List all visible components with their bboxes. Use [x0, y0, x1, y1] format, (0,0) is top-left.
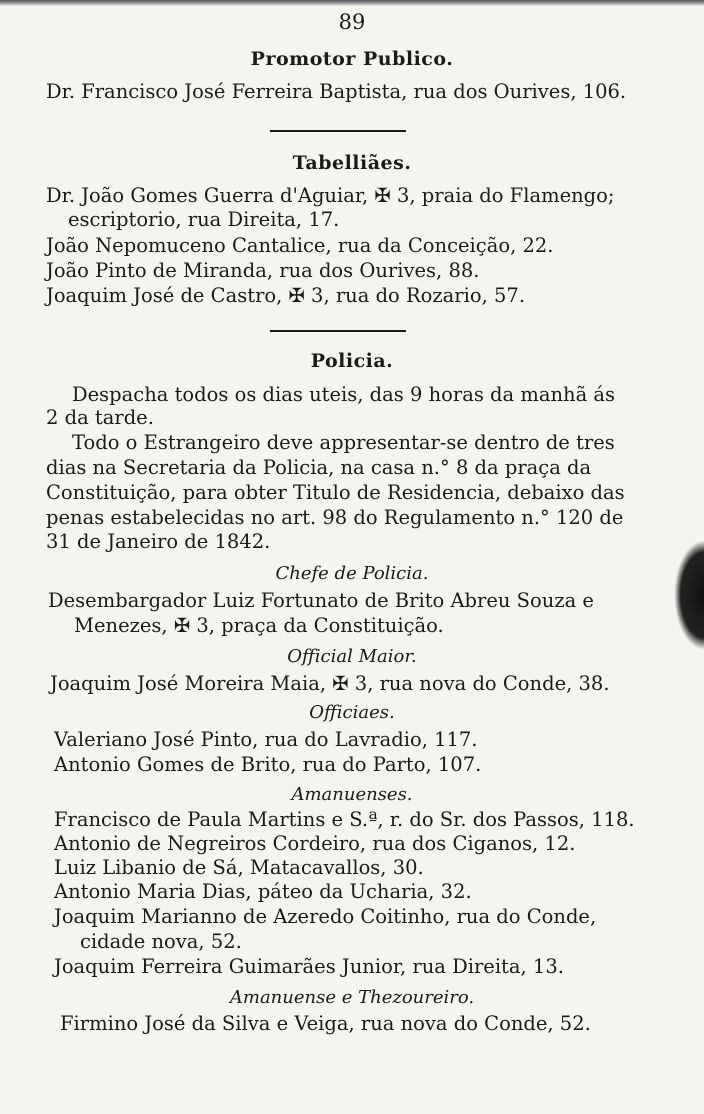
page-top-edge [0, 0, 704, 6]
subheading-thezoureiro: Amanuense e Thezoureiro. [229, 987, 475, 1008]
amanuenses-line-5: Joaquim Marianno de Azeredo Coitinho, rua do Conde, [54, 905, 597, 928]
official-maior-line: Joaquim José Moreira Maia, ✠ 3, rua nova do Conde, 38. [50, 672, 610, 695]
thezoureiro-line: Firmino José da Silva e Veiga, rua nova do Conde, 52. [60, 1012, 591, 1035]
amanuenses-line-7: Joaquim Ferreira Guimarães Junior, rua Direita, 13. [54, 955, 564, 978]
policia-line-2: 2 da tarde. [46, 406, 154, 429]
tabelliaes-line-3: João Nepomuceno Cantalice, rua da Conceição, 22. [46, 234, 554, 257]
section-divider [270, 130, 406, 132]
subheading-officiaes: Officiaes. [309, 702, 395, 723]
officiaes-line-1: Valeriano José Pinto, rua do Lavradio, 117. [54, 728, 478, 751]
amanuenses-line-3: Luiz Libanio de Sá, Matacavallos, 30. [54, 856, 424, 879]
subheading-amanuenses: Amanuenses. [291, 784, 413, 805]
section-divider [270, 330, 406, 332]
chefe-line-2: Menezes, ✠ 3, praça da Constituição. [74, 614, 444, 637]
page-number: 89 [338, 10, 366, 34]
policia-line-7: 31 de Janeiro de 1842. [46, 530, 271, 553]
amanuenses-line-6: cidade nova, 52. [80, 930, 242, 953]
section-heading-promotor: Promotor Publico. [250, 48, 454, 70]
policia-line-3: Todo o Estrangeiro deve appresentar-se dentro de tres [72, 431, 615, 454]
promotor-line: Dr. Francisco José Ferreira Baptista, rua dos Ourives, 106. [46, 80, 627, 103]
tabelliaes-line-4: João Pinto de Miranda, rua dos Ourives, 88. [46, 259, 480, 282]
subheading-official-maior: Official Maior. [287, 646, 417, 667]
amanuenses-line-1: Francisco de Paula Martins e S.ª, r. do Sr. dos Passos, 118. [54, 808, 635, 831]
tabelliaes-line-1: Dr. João Gomes Guerra d'Aguiar, ✠ 3, praia do Flamengo; [46, 184, 615, 207]
policia-line-6: penas estabelecidas no art. 98 do Regulamento n.° 120 de [46, 506, 624, 529]
section-heading-tabelliaes: Tabelliães. [292, 152, 412, 174]
tabelliaes-line-2: escriptorio, rua Direita, 17. [68, 208, 340, 231]
tabelliaes-line-5: Joaquim José de Castro, ✠ 3, rua do Rozario, 57. [46, 284, 526, 307]
chefe-line-1: Desembargador Luiz Fortunato de Brito Abreu Souza e [48, 589, 594, 612]
policia-line-1: Despacha todos os dias uteis, das 9 horas da manhã ás [72, 383, 616, 406]
officiaes-line-2: Antonio Gomes de Brito, rua do Parto, 107. [54, 753, 482, 776]
scan-thumb-shadow [674, 540, 704, 650]
amanuenses-line-4: Antonio Maria Dias, páteo da Ucharia, 32. [54, 880, 472, 903]
policia-line-4: dias na Secretaria da Policia, na casa n.° 8 da praça da [46, 456, 592, 479]
amanuenses-line-2: Antonio de Negreiros Cordeiro, rua dos Ciganos, 12. [54, 832, 576, 855]
policia-line-5: Constituição, para obter Titulo de Residencia, debaixo das [46, 481, 625, 504]
subheading-chefe: Chefe de Policia. [275, 563, 429, 584]
section-heading-policia: Policia. [310, 350, 394, 372]
